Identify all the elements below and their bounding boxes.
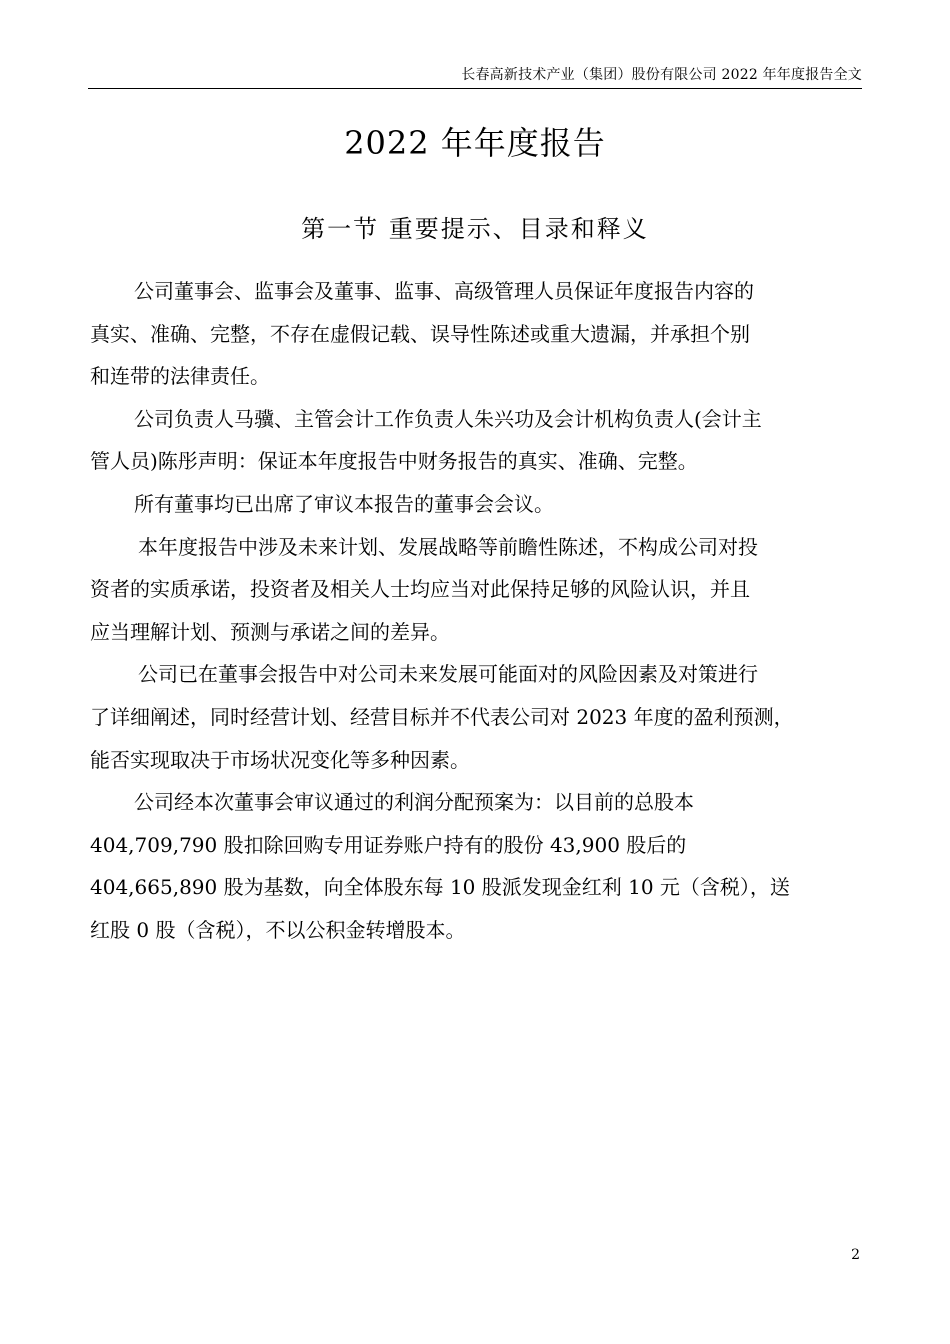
paragraph-responsible-persons — [90, 398, 850, 483]
paragraph-line: 404,665,890 股为基数，向全体股东每 10 股派发现金红利 10 元（含税），送 — [90, 875, 790, 900]
paragraph-line: 公司负责人马骥、主管会计工作负责人朱兴功及会计机构负责人(会计主 — [134, 406, 762, 431]
paragraph-line: 资者的实质承诺，投资者及相关人士均应当对此保持足够的风险认识，并且 — [90, 577, 750, 602]
paragraph-line: 管人员)陈彤声明：保证本年度报告中财务报告的真实、准确、完整。 — [90, 449, 698, 474]
paragraph-forward-looking — [90, 526, 850, 654]
paragraph-line: 404,709,790 股扣除回购专用证券账户持有的股份 43,900 股后的 — [90, 832, 687, 857]
paragraph-line: 红股 0 股（含税），不以公积金转增股本。 — [90, 917, 466, 942]
paragraph-line: 本年度报告中涉及未来计划、发展战略等前瞻性陈述，不构成公司对投 — [138, 534, 758, 559]
paragraph-line: 公司董事会、监事会及董事、监事、高级管理人员保证年度报告内容的 — [134, 279, 754, 303]
document-title: 2022 年年度报告 — [344, 124, 606, 162]
header-divider — [88, 88, 862, 89]
paragraph-line: 能否实现取决于市场状况变化等多种因素。 — [90, 747, 470, 772]
paragraph-line: 应当理解计划、预测与承诺之间的差异。 — [90, 619, 450, 644]
paragraph-attendance — [90, 483, 850, 526]
paragraph-line: 所有董事均已出席了审议本报告的董事会会议。 — [134, 491, 554, 516]
paragraph-profit-distribution — [90, 781, 850, 951]
paragraph-line: 真实、准确、完整，不存在虚假记载、误导性陈述或重大遗漏，并承担个别 — [90, 321, 750, 346]
paragraph-risk-factors — [90, 653, 850, 781]
paragraph-line: 和连带的法律责任。 — [90, 364, 270, 389]
paragraph-line: 公司经本次董事会审议通过的利润分配预案为：以目前的总股本 — [134, 790, 694, 815]
paragraph-line: 了详细阐述，同时经营计划、经营目标并不代表公司对 2023 年度的盈利预测， — [90, 704, 794, 729]
running-header: 长春高新技术产业（集团）股份有限公司 2022 年年度报告全文 — [461, 67, 862, 83]
paragraph-guarantee — [90, 270, 850, 398]
paragraph-line: 公司已在董事会报告中对公司未来发展可能面对的风险因素及对策进行 — [138, 662, 758, 687]
section-title: 第一节 重要提示、目录和释义 — [301, 215, 649, 243]
page-number: 2 — [851, 1247, 860, 1263]
body-text — [90, 270, 850, 952]
